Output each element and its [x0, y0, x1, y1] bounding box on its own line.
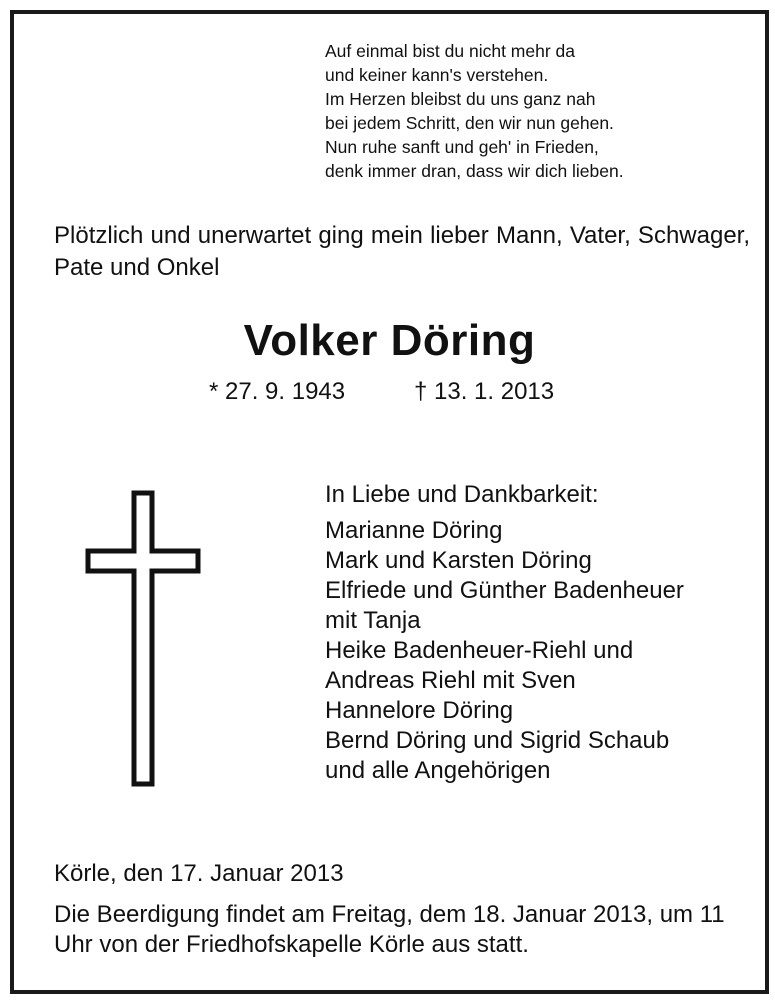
mourner-name: Elfriede und Günther Badenheuer	[325, 577, 684, 604]
mourner-name: Marianne Döring	[325, 517, 503, 544]
place-date: Körle, den 17. Januar 2013	[54, 860, 344, 887]
mourner-name: und alle Angehörigen	[325, 757, 551, 784]
poem-line: bei jedem Schritt, den wir nun gehen.	[325, 113, 614, 133]
poem-line: Auf einmal bist du nicht mehr da	[325, 41, 575, 61]
poem-line: Im Herzen bleibst du uns ganz nah	[325, 89, 596, 109]
obituary-frame	[10, 10, 769, 994]
mourners-block	[325, 480, 684, 786]
mourner-name: mit Tanja	[325, 607, 421, 634]
mourners-heading: In Liebe und Dankbarkeit:	[325, 481, 599, 508]
poem-line: Nun ruhe sanft und geh' in Frieden,	[325, 137, 599, 157]
poem-line: und keiner kann's verstehen.	[325, 65, 549, 85]
birth-date: * 27. 9. 1943	[209, 378, 346, 405]
poem-line: denk immer dran, dass wir dich lieben.	[325, 161, 624, 181]
intro-text: Plötzlich und unerwartet ging mein lieber Mann, Vater, Schwager, Pate und Onkel	[54, 222, 750, 281]
mourner-name: Andreas Riehl mit Sven	[325, 667, 576, 694]
mourners-list	[325, 516, 684, 786]
death-date: † 13. 1. 2013	[414, 378, 555, 405]
mourner-name: Hannelore Döring	[325, 697, 514, 724]
funeral-notice: Die Beerdigung findet am Freitag, dem 18. Januar 2013, um 11 Uhr von der Friedhofskapelle Körle aus statt.	[54, 901, 725, 958]
mourner-name: Mark und Karsten Döring	[325, 547, 592, 574]
mourner-name: Heike Badenheuer-Riehl und	[325, 637, 634, 664]
poem	[325, 39, 624, 183]
cross-icon	[84, 489, 204, 789]
deceased-name: Volker Döring	[243, 316, 536, 365]
mourner-name: Bernd Döring und Sigrid Schaub	[325, 727, 670, 754]
